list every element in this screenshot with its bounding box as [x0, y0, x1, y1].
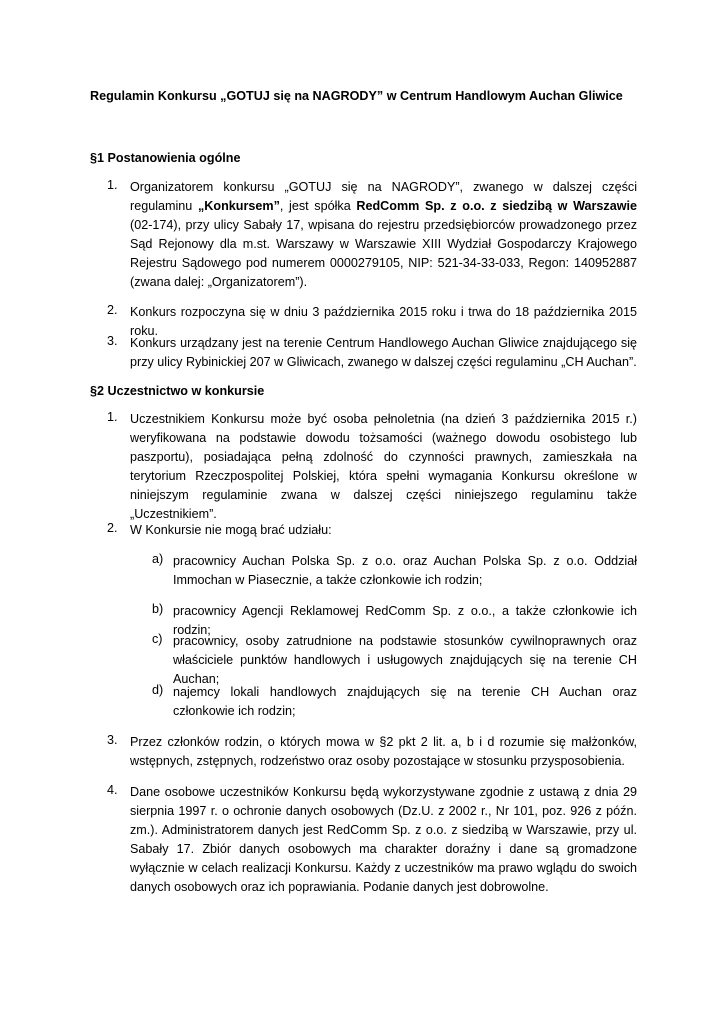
item-number: 4.	[107, 783, 118, 797]
subitem-letter: b)	[152, 602, 164, 616]
section1-item-3	[107, 334, 637, 372]
section-heading-2: §2 Uczestnictwo w konkursie	[90, 384, 265, 398]
item-number: 1.	[107, 410, 118, 424]
document-title: Regulamin Konkursu „GOTUJ się na NAGRODY” w Centrum Handlowym Auchan Gliwice	[90, 89, 623, 103]
section2-item-2	[107, 521, 637, 540]
item-text: Konkurs urządzany jest na terenie Centrum Handlowego Auchan Gliwice znajdującego się przy ulicy Rybinickiej 207 w Gliwicach, zwanego w dalszej części regulaminu „CH Auchan”.	[130, 336, 637, 369]
section2-subitem-a	[152, 552, 637, 590]
section2-item-3	[107, 733, 637, 771]
section2-subitem-d	[152, 683, 637, 721]
subitem-text: pracownicy Agencji Reklamowej RedComm Sp. z o.o., a także członkowie ich rodzin;	[173, 604, 637, 637]
item-text: Przez członków rodzin, o których mowa w §2 pkt 2 lit. a, b i d rozumie się małżonków, wstępnych, zstępnych, rodzeństwo oraz osoby pozostające w stosunku przysposobienia.	[130, 735, 637, 768]
subitem-letter: d)	[152, 683, 164, 697]
item-number: 2.	[107, 303, 118, 317]
subitem-letter: c)	[152, 632, 163, 646]
item-text: Uczestnikiem Konkursu może być osoba pełnoletnia (na dzień 3 października 2015 r.) weryfikowana na podstawie dowodu tożsamości (ważnego dowodu osobistego lub paszportu), posiadająca pełną zdolność do czynności prawnych, zamieszkała na terytorium Rzeczpospolitej Polskiej, która spełni wymagania Konkursu określone w niniejszym regulaminie zwana w dalszej części niniejszego regulaminu także „Uczestnikiem”.	[130, 412, 637, 521]
item-number: 3.	[107, 334, 118, 348]
section-heading-1: §1 Postanowienia ogólne	[90, 151, 241, 165]
subitem-text: pracownicy, osoby zatrudnione na podstawie stosunków cywilnoprawnych oraz właściciele punktów handlowych i usługowych znajdujących się na terenie CH Auchan;	[173, 634, 637, 686]
subitem-letter: a)	[152, 552, 164, 566]
item-text: W Konkursie nie mogą brać udziału:	[130, 523, 332, 537]
item-number: 2.	[107, 521, 118, 535]
section2-item-4	[107, 783, 637, 896]
item-number: 3.	[107, 733, 118, 747]
subitem-text: pracownicy Auchan Polska Sp. z o.o. oraz Auchan Polska Sp. z o.o. Oddział Immochan w Piasecznie, a także członkowie ich rodzin;	[173, 554, 637, 587]
section2-item-1	[107, 410, 637, 523]
item-text: Dane osobowe uczestników Konkursu będą wykorzystywane zgodnie z ustawą z dnia 29 sierpnia 1997 r. o ochronie danych osobowych (Dz.U. z 2002 r., Nr 101, poz. 926 z późn. zm.). Administratorem danych jest RedComm Sp. z o.o. z siedzibą w Warszawie, przy ul. Sabały 17. Zbiór danych osobowych ma charakter doraźny i dane są gromadzone wyłącznie w celach realizacji Konkursu. Każdy z uczestników ma prawo wglądu do swoich danych osobowych oraz ich poprawiania. Podanie danych jest dobrowolne.	[130, 785, 637, 894]
item-text: Organizatorem konkursu „GOTUJ się na NAGRODY”, zwanego w dalszej części regulaminu „Konkursem”, jest spółka RedComm Sp. z o.o. z siedzibą w Warszawie (02-174), przy ulicy Sabały 17, wpisana do rejestru przedsiębiorców prowadzonego przez Sąd Rejonowy dla m.st. Warszawy w Warszawie XIII Wydział Gospodarczy Krajowego Rejestru Sądowego pod numerem 0000279105, NIP: 521-34-33-033, Regon: 140952887 (zwana dalej: „Organizatorem”).	[130, 180, 638, 289]
section2-subitem-c	[152, 632, 637, 689]
item-number: 1.	[107, 178, 118, 192]
subitem-text: najemcy lokali handlowych znajdujących się na terenie CH Auchan oraz członkowie ich rodzin;	[173, 685, 637, 718]
item-text: Konkurs rozpoczyna się w dniu 3 października 2015 roku i trwa do 18 października 2015 roku.	[130, 305, 637, 338]
section1-item-1	[107, 178, 637, 291]
